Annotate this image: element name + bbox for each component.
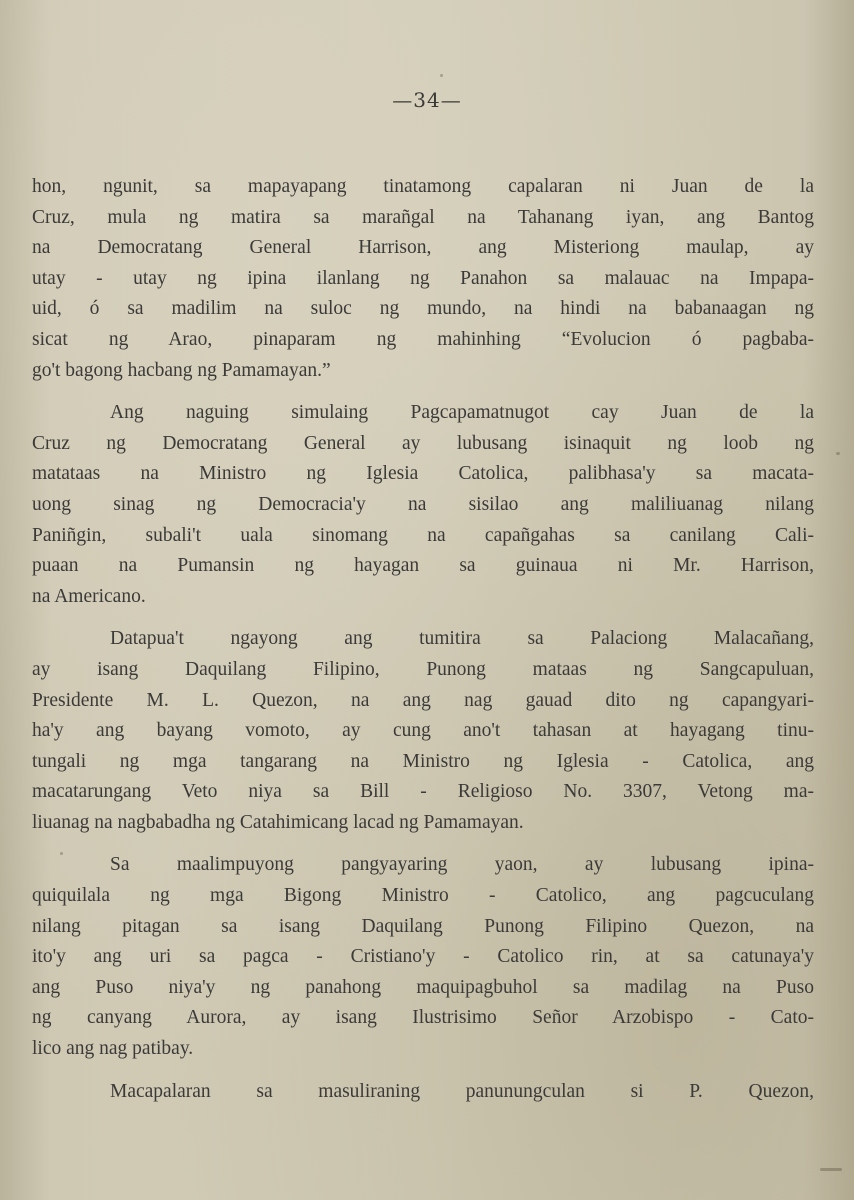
text-line: tungali ng mga tangarang na Ministro ng Iglesia - Catolica, ang (32, 750, 814, 772)
text-line: ay isang Daquilang Filipino, Punong mataas ng Sangcapuluan, (32, 658, 814, 680)
text-line: ng canyang Aurora, ay isang Ilustrisimo Señor Arzobispo - Cato- (32, 1007, 814, 1029)
text-line: Datapua't ngayong ang tumitira sa Palaciong Malacañang, (110, 628, 814, 650)
paragraph-5 (32, 1077, 814, 1108)
text-line: nilang pitagan sa isang Daquilang Punong Filipino Quezon, na (32, 915, 814, 937)
text-line: uid, ó sa madilim na suloc ng mundo, na hindi na babanaagan ng (32, 298, 814, 320)
paragraph-1 (32, 172, 814, 386)
paragraph-2 (32, 398, 814, 612)
text-line: quiquilala ng mga Bigong Ministro - Catolico, ang pagcuculang (32, 885, 814, 907)
paper-speck (440, 74, 443, 77)
text-line: Macapalaran sa masuliraning panunungculan si P. Quezon, (110, 1080, 814, 1102)
text-line: puaan na Pumansin ng hayagan sa guinaua ni Mr. Harrison, (32, 555, 814, 577)
paragraph-3 (32, 624, 814, 838)
text-line: Ang naguing simulaing Pagcapamatnugot cay Juan de la (110, 402, 814, 424)
text-line: na Democratang General Harrison, ang Misteriong maulap, ay (32, 237, 814, 259)
text-line: matataas na Ministro ng Iglesia Catolica, palibhasa'y sa macata- (32, 463, 814, 485)
text-line: Paniñgin, subali't uala sinomang na capañgahas sa canilang Cali- (32, 524, 814, 546)
paper-mark (820, 1168, 842, 1171)
text-line: Cruz ng Democratang General ay lubusang isinaquit ng loob ng (32, 432, 814, 454)
text-line: hon, ngunit, sa mapayapang tinatamong capalaran ni Juan de la (32, 176, 814, 197)
text-line: macatarungang Veto niya sa Bill - Religioso No. 3307, Vetong ma- (32, 781, 814, 803)
paper-speck (836, 452, 840, 455)
text-line: ito'y ang uri sa pagca - Cristiano'y - Catolico rin, at sa catunaya'y (32, 946, 814, 968)
body-text (32, 172, 814, 1119)
text-line: liuanag na nagbabadha ng Catahimicang lacad ng Pamamayan. (32, 811, 524, 833)
text-line: ang Puso niya'y ng panahong maquipagbuhol sa madilag na Puso (32, 976, 814, 998)
text-line: Cruz, mula ng matira sa marañgal na Tahanang iyan, ang Bantog (32, 206, 814, 228)
paragraph-4 (32, 850, 814, 1064)
text-line: Sa maalimpuyong pangyayaring yaon, ay lubusang ipina- (110, 854, 814, 876)
text-line: uong sinag ng Democracia'y na sisilao ang maliliuanag nilang (32, 493, 814, 515)
text-line: sicat ng Arao, pinaparam ng mahinhing “Evolucion ó pagbaba- (32, 328, 814, 350)
text-line: na Americano. (32, 585, 146, 607)
text-line: lico ang nag patibay. (32, 1038, 194, 1060)
page-number: —34— (392, 88, 462, 112)
text-line: utay - utay ng ipina ilanlang ng Panahon sa malauac na Impapa- (32, 267, 814, 289)
text-line: go't bagong hacbang ng Pamamayan.” (32, 359, 331, 381)
text-line: Presidente M. L. Quezon, na ang nag gauad dito ng capangyari- (32, 689, 814, 711)
text-line: ha'y ang bayang vomoto, ay cung ano't tahasan at hayagang tinu- (32, 720, 814, 742)
